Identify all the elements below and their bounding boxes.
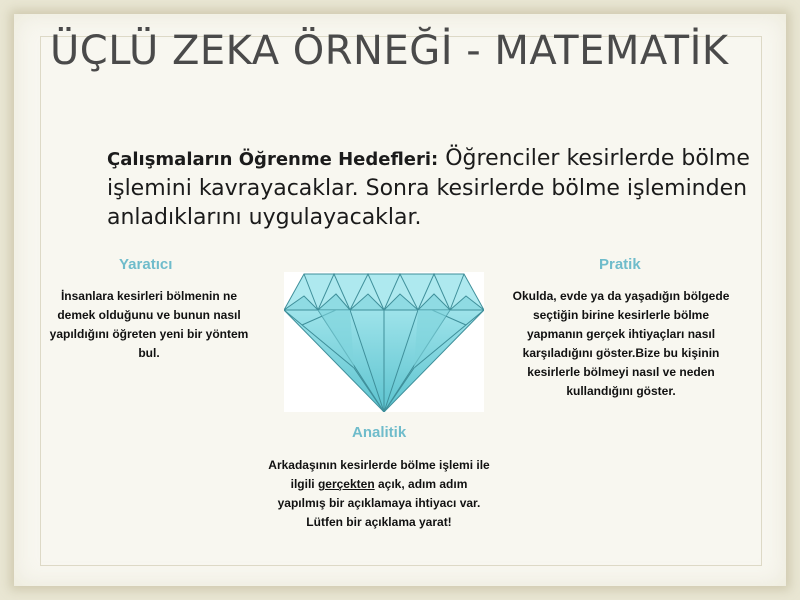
- objective-text: Öğrenciler kesirlerde bölme işlemini kavrayacaklar. Sonra kesirlerde bölme işleminden anladıklarını uygulayacaklar.: [107, 146, 750, 230]
- slide-title: ÜÇLÜ ZEKA ÖRNEĞİ - MATEMATİK: [50, 28, 729, 74]
- practical-text: Okulda, evde ya da yaşadığın bölgede seçtiğin birine kesirlerle bölme yapmanın gerçek ihtiyaçları nasıl karşıladığını göster.Bize bu kişinin kesirlerle bölmeyi nasıl ve neden kullandığını göster.: [512, 289, 730, 398]
- learning-objective: [107, 144, 767, 232]
- creative-text: İnsanlara kesirleri bölmenin ne demek olduğunu ve bunun nasıl yapıldığını öğreten yeni bir yöntem bul.: [49, 289, 249, 360]
- analytic-text-before: Arkadaşının kesirlerde bölme işlemi ile ilgili: [268, 458, 490, 491]
- analytic-heading: Analitik: [352, 424, 407, 441]
- objective-lead: Çalışmaların Öğrenme Hedefleri:: [107, 149, 439, 170]
- analytic-text-emphasis: gerçekten: [317, 477, 375, 491]
- diamond-image: [284, 272, 484, 412]
- creative-heading: Yaratıcı: [119, 256, 173, 273]
- analytic-text: [268, 456, 490, 532]
- diamond-icon: [284, 272, 484, 412]
- analytic-text-after: açık, adım adım yapılmış bir açıklamaya ihtiyacı var. Lütfen bir açıklama yarat!: [277, 477, 481, 529]
- practical-heading: Pratik: [599, 256, 641, 273]
